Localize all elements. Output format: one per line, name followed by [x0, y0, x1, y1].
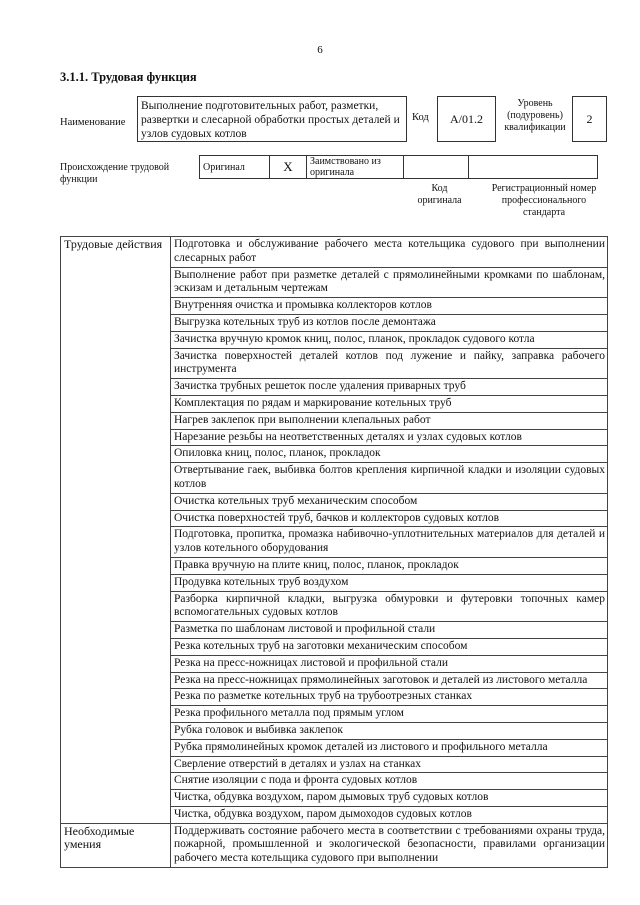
labor-action-item: Нарезание резьбы на неответственных деталях и узлах судовых котлов	[171, 429, 608, 446]
labor-action-item: Резка профильного металла под прямым углом	[171, 706, 608, 723]
labor-action-item: Чистка, обдувка воздухом, паром дымовых труб судовых котлов	[171, 790, 608, 807]
name-label: Наименование	[60, 117, 126, 128]
origin-code-cell	[404, 156, 469, 179]
labor-action-item: Отвертывание гаек, выбивка болтов крепления кирпичной кладки и изоляции судовых котлов	[171, 463, 608, 494]
origin-label: Происхождение трудовой функции	[60, 162, 170, 185]
labor-action-item: Резка котельных труб на заготовки механическим способом	[171, 638, 608, 655]
origin-borrowed-label: Заимствовано из оригинала	[307, 156, 404, 179]
labor-action-item: Опиловка книц, полос, планок, прокладок	[171, 446, 608, 463]
labor-action-item: Резка на пресс-ножницах прямолинейных заготовок и деталей из листового металла	[171, 672, 608, 689]
function-code-field: A/01.2	[437, 96, 496, 142]
labor-action-item: Зачистка трубных решеток после удаления приварных труб	[171, 379, 608, 396]
origin-original-label: Оригинал	[200, 156, 270, 179]
labor-action-item: Сверление отверстий в деталях и узлах на станках	[171, 756, 608, 773]
labor-action-item: Чистка, обдувка воздухом, паром дымоходов судовых котлов	[171, 806, 608, 823]
labor-function-table	[60, 236, 608, 868]
labor-action-item: Снятие изоляции с пода и фронта судовых котлов	[171, 773, 608, 790]
labor-action-item: Резка по разметке котельных труб на трубоотрезных станках	[171, 689, 608, 706]
labor-actions-label: Трудовые действия	[61, 237, 171, 824]
labor-action-item: Рубка прямолинейных кромок деталей из листового и профильного металла	[171, 739, 608, 756]
labor-action-item: Разметка по шаблонам листовой и профильной стали	[171, 622, 608, 639]
labor-action-item: Продувка котельных труб воздухом	[171, 574, 608, 591]
labor-action-item: Разборка кирпичной кладки, выгрузка обмуровки и футеровки топочных камер вспомогательных судовых котлов	[171, 591, 608, 622]
function-name-field: Выполнение подготовительных работ, разметки, развертки и слесарной обработки простых деталей и узлов судовых котлов	[137, 96, 407, 142]
skills-label: Необходимые умения	[61, 823, 171, 867]
labor-action-item: Резка на пресс-ножницах листовой и профильной стали	[171, 655, 608, 672]
section-title: 3.1.1. Трудовая функция	[60, 70, 197, 84]
labor-action-item: Правка вручную на плите книц, полос, планок, прокладок	[171, 557, 608, 574]
labor-action-item: Выгрузка котельных труб из котлов после демонтажа	[171, 314, 608, 331]
labor-action-row	[61, 237, 608, 268]
labor-action-item: Выполнение работ при разметке деталей с прямолинейными кромками по шаблонам, эскизам и детальным чертежам	[171, 267, 608, 298]
code-label: Код	[412, 112, 429, 123]
origin-reg-number-cell	[469, 156, 598, 179]
labor-action-item: Зачистка поверхностей деталей котлов под лужение и пайку, заправка рабочего инструмента	[171, 348, 608, 379]
origin-original-mark: X	[270, 156, 307, 179]
labor-action-item: Зачистка вручную кромок книц, полос, планок, прокладок судового котла	[171, 331, 608, 348]
labor-action-item: Внутренняя очистка и промывка коллекторов котлов	[171, 298, 608, 315]
labor-action-item: Очистка поверхностей труб, бачков и коллекторов судовых котлов	[171, 510, 608, 527]
origin-reg-caption: Регистрационный номер профессионального стандарта	[491, 183, 597, 218]
labor-action-item: Нагрев заклепок при выполнении клепальных работ	[171, 412, 608, 429]
labor-action-item: Рубка головок и выбивка заклепок	[171, 722, 608, 739]
labor-action-item: Подготовка и обслуживание рабочего места котельщика судового при выполнении слесарных работ	[171, 237, 608, 268]
skill-item: Поддерживать состояние рабочего места в соответствии с требованиями охраны труда, пожарной, промышленной и экологической безопасности, правилами организации рабочего места котельщика судового при выполнении	[171, 823, 608, 867]
origin-code-caption: Код оригинала	[417, 183, 462, 206]
labor-action-item: Подготовка, пропитка, промазка набивочно-уплотнительных материалов для деталей и узлов котельного оборудования	[171, 527, 608, 558]
labor-action-item: Комплектация по рядам и маркирование котельных труб	[171, 395, 608, 412]
labor-action-item: Очистка котельных труб механическим способом	[171, 493, 608, 510]
page-number: 6	[317, 44, 323, 56]
origin-table	[199, 155, 598, 179]
skills-row	[61, 823, 608, 867]
qualification-level-field: 2	[572, 96, 607, 142]
qualification-level-label: Уровень (подуровень) квалификации	[504, 98, 566, 133]
